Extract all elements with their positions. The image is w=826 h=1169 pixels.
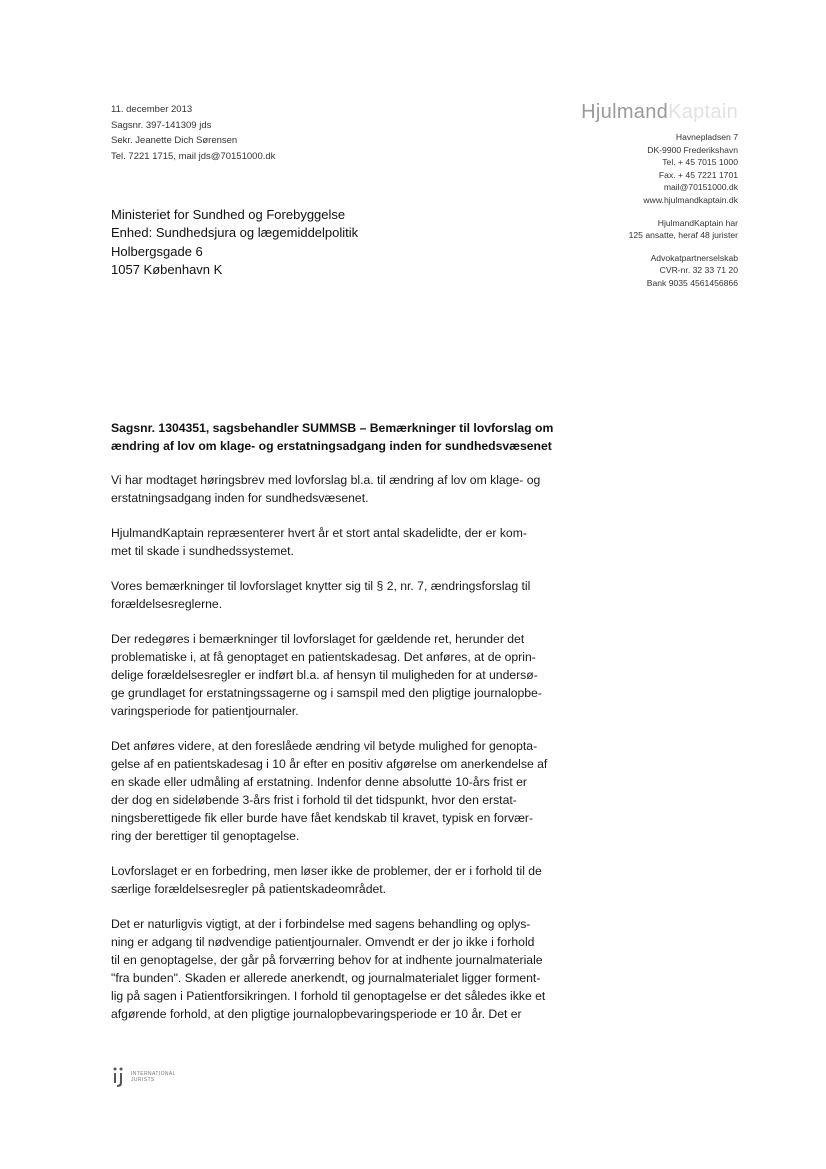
- paragraph-line: delige forældelsesregler er indført bl.a. af hensyn til muligheden for at undersø-: [111, 668, 538, 682]
- paragraph-line: "fra bunden". Skaden er allerede anerkendt, og journalmaterialet ligger forment-: [111, 971, 541, 985]
- case-number: Sagsnr. 397-141309 jds: [111, 119, 212, 131]
- firm-logo: [581, 100, 738, 124]
- body-paragraph: [111, 862, 581, 898]
- paragraph-line: problematiske i, at få genoptaget en patientskadesag. Det anføres, at de oprin-: [111, 650, 536, 664]
- firm-address: Havnepladsen 7: [675, 132, 738, 142]
- body-paragraph: [111, 630, 581, 720]
- contact-info: Tel. 7221 1715, mail jds@70151000.dk: [111, 150, 276, 162]
- firm-staff-line1: HjulmandKaptain har: [657, 217, 738, 228]
- recipient-line: Ministeriet for Sundhed og Forebyggelse: [111, 207, 346, 222]
- paragraph-line: Vores bemærkninger til lovforslaget knytter sig til § 2, nr. 7, ændringsforslag til: [111, 579, 531, 593]
- paragraph-line: ge grundlaget for erstatningssagerne og i samspil med den pligtige journalopbe-: [111, 686, 542, 700]
- paragraph-line: varingsperiode for patientjournaler.: [111, 704, 299, 718]
- subject-heading: [111, 419, 581, 455]
- letter-body: [111, 471, 581, 1040]
- body-paragraph: [111, 577, 581, 613]
- firm-tel: Tel. + 45 7015 1000: [662, 157, 738, 168]
- paragraph-line: der dog en sideløbende 3-års frist i forhold til det tidspunkt, hvor den erstat-: [111, 793, 517, 807]
- body-paragraph: [111, 524, 581, 560]
- body-paragraph: [111, 737, 581, 845]
- recipient-line: Enhed: Sundhedsjura og lægemiddelpolitik: [111, 225, 359, 241]
- ij-logo-icon: [111, 1066, 127, 1088]
- firm-company-type: Advokatpartnerselskab: [650, 252, 738, 263]
- paragraph-line: en skade eller udmåling af erstatning. Indenfor denne absolutte 10-års frist er: [111, 775, 527, 789]
- secretary: Sekr. Jeanette Dich Sørensen: [111, 135, 238, 146]
- firm-cvr: CVR-nr. 32 33 71 20: [659, 265, 738, 276]
- subject-line: Sagsnr. 1304351, sagsbehandler SUMMSB – Bemærkninger til lovforslag om: [111, 421, 554, 435]
- firm-web: www.hjulmandkaptain.dk: [643, 194, 738, 205]
- paragraph-line: særlige forældelsesregler på patientskadeområdet.: [111, 882, 387, 896]
- paragraph-line: HjulmandKaptain repræsenterer hvert år et stort antal skadelidte, der er kom-: [111, 526, 527, 540]
- paragraph-line: Vi har modtaget høringsbrev med lovforslag bl.a. til ændring af lov om klage- og: [111, 473, 541, 487]
- paragraph-line: gelse af en patientskadesag i 10 år efter en positiv afgørelse om anerkendelse af: [111, 757, 548, 771]
- paragraph-line: Der redegøres i bemærkninger til lovforslaget for gældende ret, herunder det: [111, 632, 525, 646]
- firm-staff-line2: 125 ansatte, heraf 48 jurister: [628, 230, 738, 241]
- letter-meta: [111, 102, 275, 164]
- firm-logo-main: Hjulmand: [581, 101, 669, 123]
- firm-city: DK-9900 Frederikshavn: [647, 144, 738, 155]
- firm-bank: Bank 9035 4561456866: [646, 277, 738, 288]
- firm-fax: Fax. + 45 7221 1701: [658, 169, 738, 180]
- footer-logo: [111, 1066, 176, 1088]
- letter-date: 11. december 2013: [111, 104, 193, 115]
- paragraph-line: Lovforslaget er en forbedring, men løser ikke de problemer, der er i forhold til de: [111, 864, 542, 878]
- paragraph-line: met til skade i sundhedssystemet.: [111, 544, 294, 558]
- firm-block: [581, 100, 738, 290]
- paragraph-line: lig på sagen i Patientforsikringen. I forhold til genoptagelse er det således ikke et: [111, 989, 546, 1003]
- paragraph-line: ring der berettiger til genoptagelse.: [111, 829, 300, 843]
- body-paragraph: [111, 915, 581, 1023]
- recipient-address: [111, 206, 358, 279]
- paragraph-line: ning er adgang til nødvendige patientjournaler. Omvendt er der jo ikke i forhold: [111, 935, 535, 949]
- paragraph-line: erstatningsadgang inden for sundhedsvæsenet.: [111, 491, 369, 505]
- footer-logo-line2: JURISTS: [131, 1077, 155, 1083]
- paragraph-line: til en genoptagelse, der går på forværring behov for at indhente journalmateriale: [111, 953, 543, 967]
- paragraph-line: afgørende forhold, at den pligtige journalopbevaringsperiode er 10 år. Det er: [111, 1007, 522, 1021]
- paragraph-line: Det er naturligvis vigtigt, at der i forbindelse med sagens behandling og oplys-: [111, 917, 531, 931]
- body-paragraph: [111, 471, 581, 507]
- recipient-line: 1057 København K: [111, 261, 223, 277]
- paragraph-line: ningsberettigede fik eller burde have fået kendskab til kravet, typisk en forvær-: [111, 811, 534, 825]
- firm-logo-faded: Kaptain: [668, 101, 738, 123]
- paragraph-line: forældelsesreglerne.: [111, 597, 223, 611]
- firm-mail: mail@70151000.dk: [663, 182, 738, 193]
- footer-logo-line1: INTERNATIONAL: [131, 1071, 176, 1077]
- paragraph-line: Det anføres videre, at den foreslåede ændring vil betyde mulighed for genopta-: [111, 739, 538, 753]
- subject-line: ændring af lov om klage- og erstatningsadgang inden for sundhedsvæsenet: [111, 439, 552, 453]
- recipient-line: Holbergsgade 6: [111, 243, 203, 259]
